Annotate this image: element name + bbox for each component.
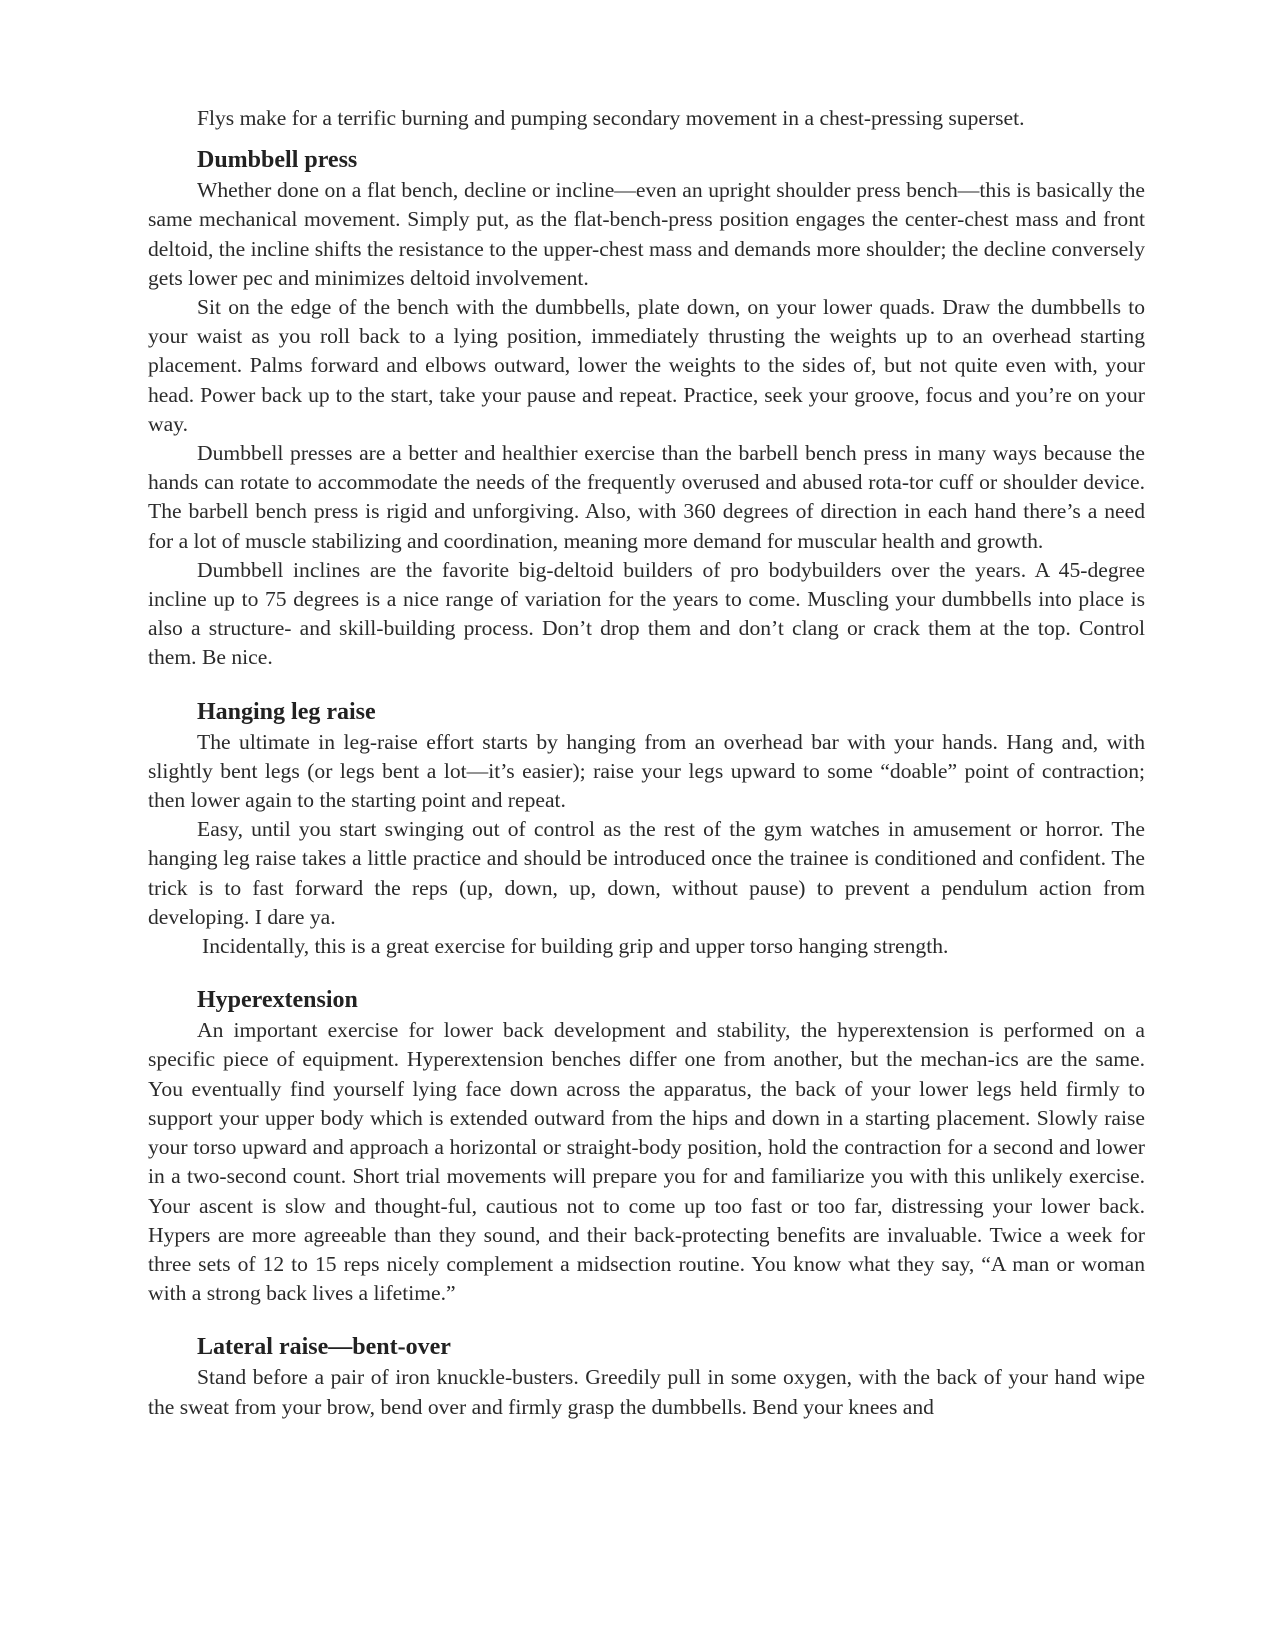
paragraph: Whether done on a flat bench, decline or incline—even an upright shoulder press bench—this is basically the same mechanical movement. Simply put, as the flat-bench-press position engages the center-chest mass and front deltoid, the incline shifts the resistance to the upper-chest mass and demands more shoulder; the decline conversely gets lower pec and minimizes deltoid involvement. xyxy=(148,178,1145,290)
paragraph: The ultimate in leg-raise effort starts by hanging from an overhead bar with your hands. Hang and, with slightly bent legs (or legs bent a lot—it’s easier); raise your legs upward to some “doable” point of contraction; then lower again to the starting point and repeat. xyxy=(148,729,1145,813)
section-hyperextension xyxy=(148,984,1145,1308)
section-dumbbell-press xyxy=(148,144,1145,672)
document-page xyxy=(148,104,1145,1422)
section-heading: Hyperextension xyxy=(197,987,358,1014)
paragraph: An important exercise for lower back development and stability, the hyperextension is performed on a specific piece of equipment. Hyperextension benches differ one from another, but the mechan-ics are the same. You eventually find yourself lying face down across the apparatus, the back of your lower legs held firmly to support your upper body which is extended outward from the hips and down in a starting placement. Slowly raise your torso upward and approach a horizontal or straight-body position, hold the contraction for a second and lower in a two-second count. Short trial movements will prepare you for and familiarize you with this unlikely exercise. Your ascent is slow and thought-ful, cautious not to come up too fast or too far, distressing your lower back. Hypers are more agreeable than they sound, and their back-protecting benefits are invaluable. Twice a week for three sets of 12 to 15 reps nicely complement a midsection routine. You know what they say, “A man or woman with a strong back lives a lifetime.” xyxy=(148,1018,1145,1306)
section-hanging-leg-raise xyxy=(148,696,1145,962)
paragraph: Dumbbell presses are a better and healthier exercise than the barbell bench press in many ways because the hands can rotate to accommodate the needs of the frequently overused and abused rota-tor cuff or shoulder device. The barbell bench press is rigid and unforgiving. Also, with 360 degrees of direction in each hand there’s a need for a lot of muscle stabilizing and coordination, meaning more demand for muscular health and growth. xyxy=(148,441,1145,553)
paragraph: Easy, until you start swinging out of control as the rest of the gym watches in amusement or horror. The hanging leg raise takes a little practice and should be introduced once the trainee is conditioned and confident. The trick is to fast forward the reps (up, down, up, down, without pause) to prevent a pendulum action from developing. I dare ya. xyxy=(148,817,1145,929)
paragraph: Incidentally, this is a great exercise for building grip and upper torso hanging strength. xyxy=(202,934,949,959)
section-heading: Lateral raise—bent-over xyxy=(197,1334,451,1361)
section-heading: Hanging leg raise xyxy=(197,698,376,725)
paragraph: Stand before a pair of iron knuckle-busters. Greedily pull in some oxygen, with the back of your hand wipe the sweat from your brow, bend over and firmly grasp the dumbbells. Bend your knees and xyxy=(148,1365,1145,1419)
section-lateral-raise-bent-over xyxy=(148,1331,1145,1421)
paragraph: Sit on the edge of the bench with the dumbbells, plate down, on your lower quads. Draw the dumbbells to your waist as you roll back to a lying position, immediately thrusting the weights up to an overhead starting placement. Palms forward and elbows outward, lower the weights to the sides of, but not quite even with, your head. Power back up to the start, take your pause and repeat. Practice, seek your groove, focus and you’re on your way. xyxy=(148,295,1145,436)
intro-paragraph: Flys make for a terrific burning and pumping secondary movement in a chest-pressing superset. xyxy=(197,106,1025,130)
section-heading: Dumbbell press xyxy=(197,147,358,174)
paragraph: Dumbbell inclines are the favorite big-deltoid builders of pro bodybuilders over the years. A 45-degree incline up to 75 degrees is a nice range of variation for the years to come. Muscling your dumbbells into place is also a structure- and skill-building process. Don’t drop them and don’t clang or crack them at the top. Control them. Be nice. xyxy=(148,557,1145,670)
